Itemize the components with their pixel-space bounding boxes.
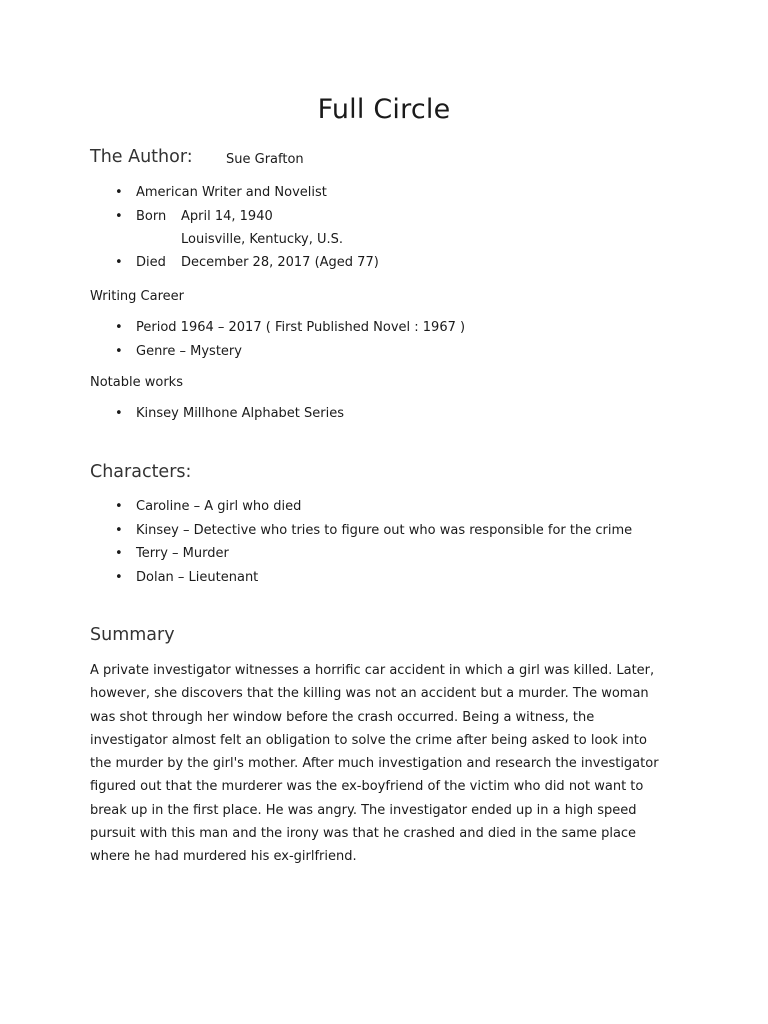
bullet-icon: • <box>115 522 123 538</box>
summary-line: pursuit with this man and the irony was that he crashed and died in the same place <box>90 826 637 842</box>
summary-line: break up in the first place. He was angry. The investigator ended up in a high speed <box>90 802 637 818</box>
summary-paragraph <box>90 659 670 869</box>
bullet-icon: • <box>115 569 123 585</box>
document-title: Full Circle <box>317 94 451 125</box>
career-heading: Writing Career <box>90 289 185 304</box>
summary-line: where he had murdered his ex-girlfriend. <box>90 849 357 865</box>
summary-line: figured out that the murderer was the ex-boyfriend of the victim who did not want to <box>90 779 644 795</box>
summary-line: investigator almost felt an obligation to solve the crime after being asked to look into <box>90 732 647 748</box>
notable-heading: Notable works <box>90 375 183 390</box>
bullet-icon: • <box>115 255 123 270</box>
bullet-icon: • <box>115 343 123 359</box>
characters-heading: Characters: <box>90 462 192 482</box>
summary-line: A private investigator witnesses a horrific car accident in which a girl was killed. Later, <box>90 663 655 678</box>
summary-heading: Summary <box>90 625 175 645</box>
summary-line: was shot through her window before the crash occurred. Being a witness, the <box>90 709 595 725</box>
bullet-icon: • <box>115 320 123 335</box>
summary-line: the murder by the girl's mother. After much investigation and research the investigator <box>90 756 659 772</box>
author-name: Sue Grafton <box>226 152 304 167</box>
summary-line: however, she discovers that the killing was not an accident but a murder. The woman <box>90 686 649 702</box>
bullet-icon: • <box>115 185 123 200</box>
document-page: Full Circle The Author: Sue Grafton • American Writer and Novelist • Born April 14, 1940 Louisville, Kentucky, U.S. • Died December 28, 2017 (Aged 77) Writing Career • Period 1964 – 2017 ( First Published Novel : 1967 ) • Genre – Mystery Notable works • Kinsey Millhone Alphabet Series Characters: • Caroline – A girl who died • Kinsey – Detective who tries to figure out who was responsible for the crime • Terry – Murder • Dolan – Lieutenant Summary A private investigator witnesses a horrific car accident in which a girl was killed. Later, however, she discovers that the killing was not an accident but a murder. The woman was shot through her window before the crash occurred. Being a witness, the investigator almost felt an obligation to solve the crime after being asked to look into the murder by the girl's mother. After much investigation and research the investigator figured out that the murderer was the ex-boyfriend of the victim who did not want to break up in the first place. He was angry. The investigator ended up in a high speed pursuit with this man and the irony was that he crashed and died in the same place where he had murdered his ex-girlfriend. <box>0 0 768 1024</box>
bullet-icon: • <box>115 406 123 421</box>
bullet-icon: • <box>115 546 123 561</box>
author-heading: The Author: <box>90 147 193 167</box>
bullet-icon: • <box>115 208 123 224</box>
bullet-icon: • <box>115 499 123 514</box>
